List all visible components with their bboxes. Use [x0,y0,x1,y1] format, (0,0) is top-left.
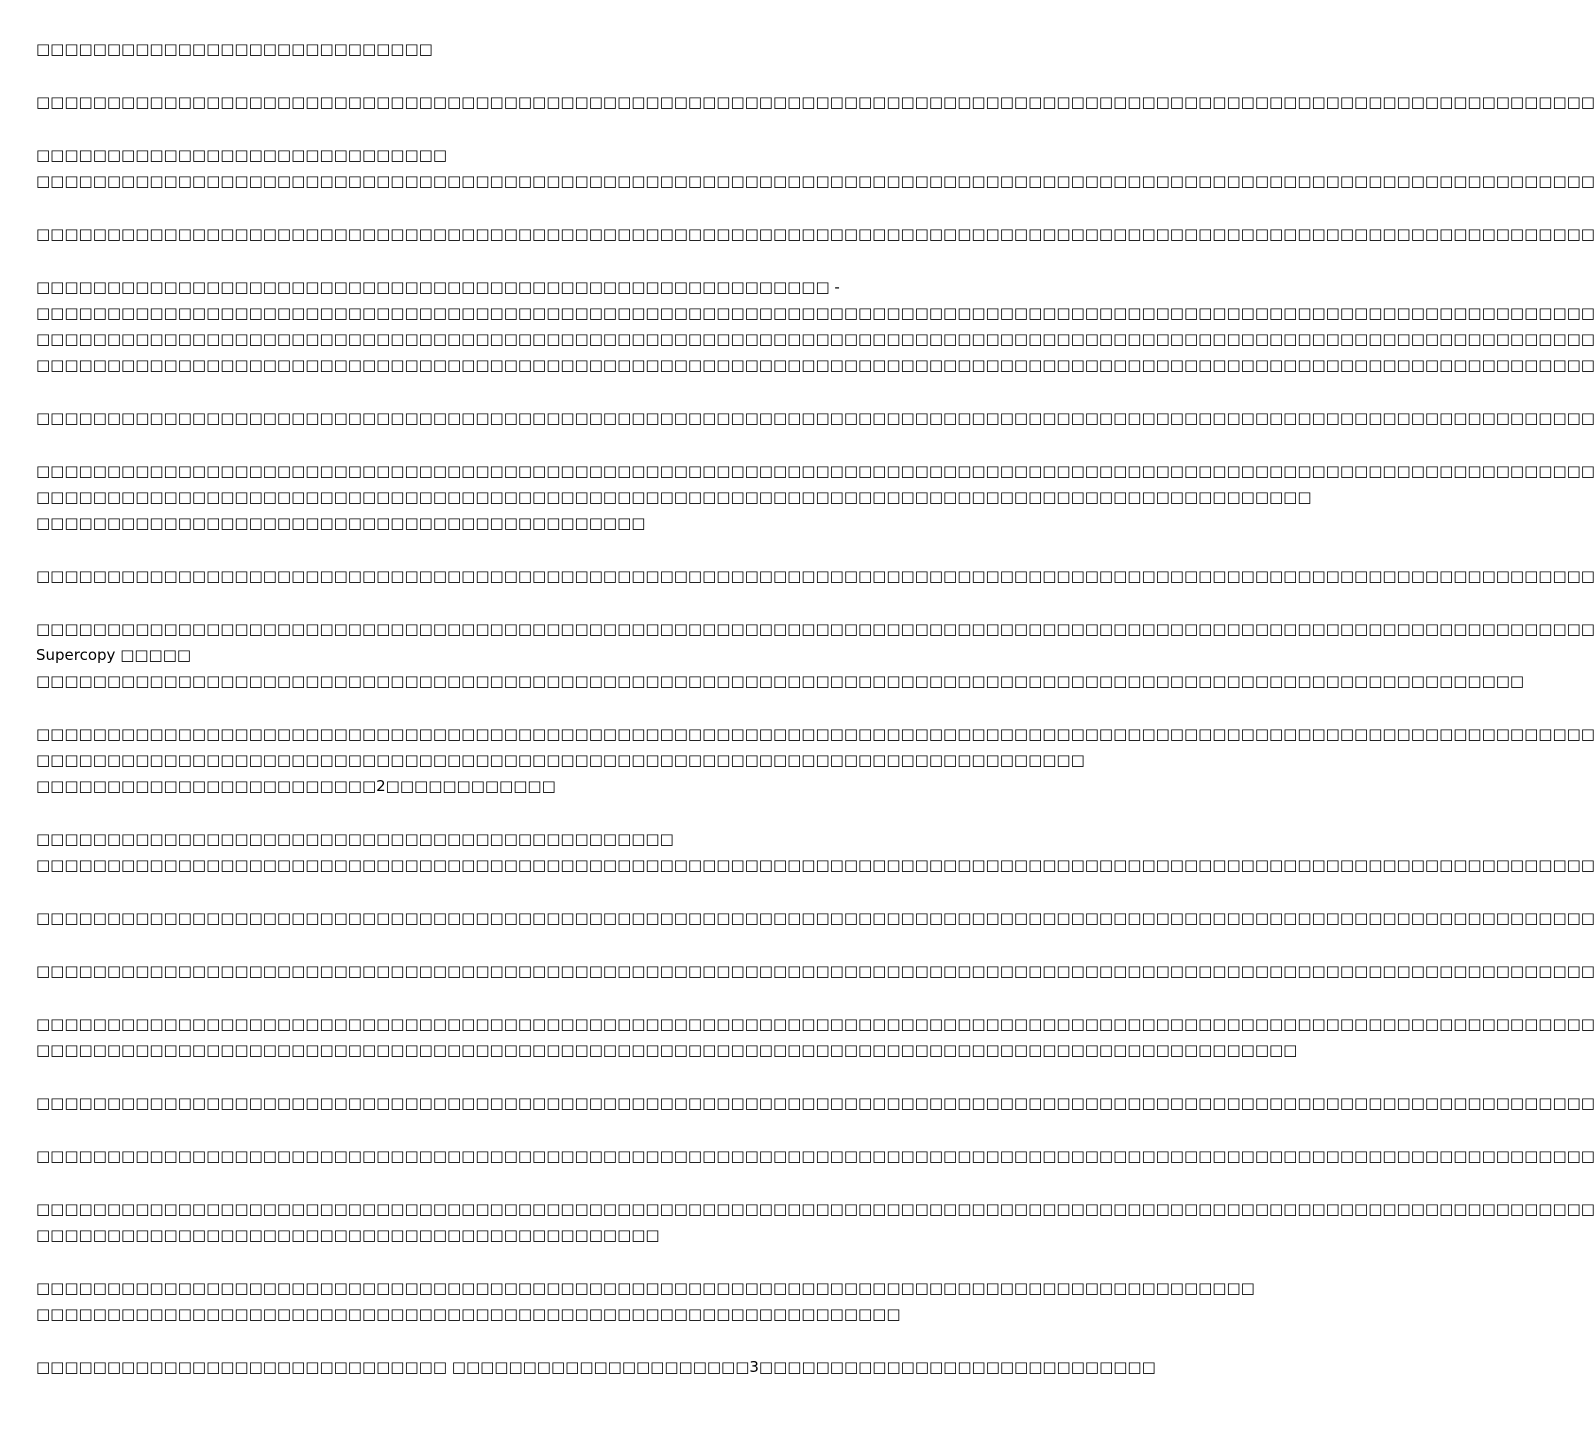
paragraph [36,274,1595,378]
paragraph [36,1143,1595,1169]
text-line: □□□□□□□□□□□□□□□□□□□□□□□□□□□□□□□□□□□□□□□□□□□□□□□□□□□□□□□□□□□□□□□□□□□□□□□□□□□□□□□□□□□□□□□□□□□□□□□□□□□□□□□□□□□□□□ [36,409,1595,427]
text-line: □□□□□□□□□□□□□□□□□□□□□□□□□□□□□□□□□□□□□□□□□□□□ [36,1226,660,1244]
text-line: □□□□□□□□□□□□□□□□□□□□□□□□□□□□□□□□□□□□□□□□□□□□□□□□□□□□□□□□□□□□□□□□□□□□□□□□□□□□□□□□□□□□□□□□□□□□□□□□□□□□□□□□□□□□□□ [36,1015,1595,1033]
document-body [36,36,1595,1407]
text-line: □□□□□□□□□□□□□□□□□□□□□□□□□□□□□□□□□□□□□□□□□□□□□ [36,830,674,848]
text-line: □□□□□□□□□□□□□□□□□□□□□□□□□□□□□□□□□□□□□□□□□□□□□□□□□□□□□□□□□□□□□□□□□□□□□□□□□□□□□□□□□□□□□□ [36,1279,1255,1297]
paragraph [36,1275,1255,1327]
paragraph [36,142,1595,194]
text-line: □□□□□□□□□□□□□□□□□□□□□□□□□□□□□□□□□□□□□□□□□□□□□□□□□□□□□□□□□□□□□□□□□□□□□□□□□□□□□□□□□□□□□□□□□□□□□□□□□□□□□□□□□□□□□□ [36,462,1595,480]
paragraph [36,826,1595,878]
paragraph [36,958,1595,984]
text-line: □□□□□□□□□□□□□□□□□□□□□□□□□□□□□□□□□□□□□□□□□□□□□□□□□□□□□□□□□□□□□□□□□□□□□□□□□□ [36,751,1085,769]
paragraph [36,1011,1595,1063]
paragraph [36,458,1595,536]
paragraph [36,1354,1156,1380]
paragraph [36,905,1595,931]
text-line: □□□□□□□□□□□□□□□□□□□□□□□□□□□□□□□□□□□□□□□□□□□□□□□□□□□□□□□□□□□□□□□□□□□□□□□□□□□□□□□□□□□□□□□□□□□□□□□□□□□□□□□□□□□□□□ [36,93,1595,111]
paragraph [36,221,1595,247]
text-line: □□□□□□□□□□□□□□□□□□□□□□□□□□□□□□□□□□□□□□□□□□□□□□□□□□□□□□□□□□□□□□□□□□□□□□□□□□□□□□□□□□□□□□□□□□□□□□□□□□□□□□□□□□□□□□ [36,567,1595,585]
text-line: □□□□□□□□□□□□□□□□□□□□□□□□□□□□□□□□□□□□□□□□□□□ [36,514,646,532]
text-line: □□□□□□□□□□□□□□□□□□□□□□□□□□□□□□□□□□□□□□□□□□□□□□□□□□□□□□□□□□□□□□□□□□□□□□□□□□□□□□□□□□□□□□□□□□□□□□□□□□□□□□□□□□□□□□ [36,620,1595,638]
text-line: □□□□□□□□□□□□□□□□□□□□□□□□□□□□□□□□□□□□□□□□□□□□□□□□□□□□□□□□□□□□□□□□□□□□□□□□□□□□□□□□□□□□□□□□□□□□□□□□□□□□□□□□□□□□□□ [36,356,1595,374]
paragraph [36,721,1595,799]
text-line: □□□□□□□□□□□□□□□□□□□□□□□□□□□□ [36,40,433,58]
text-line: □□□□□□□□□□□□□□□□□□□□□□□□□□□□□□□□□□□□□□□□□□□□□□□□□□□□□□□□□□□□□□□□□□□□□□□□□□□□□□□□□□□□□□□□□ [36,1041,1298,1059]
text-line: □□□□□□□□□□□□□□□□□□□□□□□□□□□□□□□□□□□□□□□□□□□□□□□□□□□□□□□□□□□□□□□□□□□□□□□□□□□□□□□□□□□□□□□□□□□□□□□□□□□□□□□□□□□□□□ [36,725,1595,743]
text-line: □□□□□□□□□□□□□□□□□□□□□□□□2□□□□□□□□□□□□ [36,777,556,795]
text-line: □□□□□□□□□□□□□□□□□□□□□□□□□□□□□□□□□□□□□□□□□□□□□□□□□□□□□□□□□□□□□□□□□□□□□□□□□□□□□□□□□□□□□□□□□□□□□□□□□□□□□□□□□□□□□□ [36,1147,1595,1165]
text-line: □□□□□□□□□□□□□□□□□□□□□□□□□□□□□□□□□□□□□□□□□□□□□□□□□□□□□□□□□□□□□ [36,1305,901,1323]
text-line: □□□□□□□□□□□□□□□□□□□□□□□□□□□□□□□□□□□□□□□□□□□□□□□□□□□□□□□□□□□□□□□□□□□□□□□□□□□□□□□□□□□□□□□□□□□□□□□□□□□□□□□□□□□□□□ [36,304,1595,322]
text-line: □□□□□□□□□□□□□□□□□□□□□□□□□□□□□□□□□□□□□□□□□□□□□□□□□□□□□□□□□□□□□□□□□□□□□□□□□□□□□□□□□□□□□□□□□□□□□□□□□□□□□□□□□□□□□□ [36,856,1595,874]
text-line: □□□□□□□□□□□□□□□□□□□□□□□□□□□□□□□□□□□□□□□□□□□□□□□□□□□□□□□□ - [36,278,840,296]
text-line: □□□□□□□□□□□□□□□□□□□□□□□□□□□□□□□□□□□□□□□□□□□□□□□□□□□□□□□□□□□□□□□□□□□□□□□□□□□□□□□□□□□□□□□□□□□□□□□□□□□□□□□□□□□□□□ [36,172,1595,190]
text-line: □□□□□□□□□□□□□□□□□□□□□□□□□□□□□□□□□□□□□□□□□□□□□□□□□□□□□□□□□□□□□□□□□□□□□□□□□□□□□□□□□□□□□□□□□□□□□□□□□□□□□□□□□□□□□□ [36,1200,1595,1218]
text-line: □□□□□□□□□□□□□□□□□□□□□□□□□□□□□ □□□□□□□□□□□□□□□□□□□□□3□□□□□□□□□□□□□□□□□□□□□□□□□□□□ [36,1358,1156,1376]
paragraph [36,89,1595,115]
text-line: □□□□□□□□□□□□□□□□□□□□□□□□□□□□□□□□□□□□□□□□□□□□□□□□□□□□□□□□□□□□□□□□□□□□□□□□□□□□□□□□□□□□□□□□□□□□□□□□□□□□□□□□□□□□□□ [36,1094,1595,1112]
paragraph [36,405,1595,431]
text-line: Supercopy □□□□□ [36,646,192,664]
paragraph [36,563,1595,589]
text-line: □□□□□□□□□□□□□□□□□□□□□□□□□□□□□□□□□□□□□□□□□□□□□□□□□□□□□□□□□□□□□□□□□□□□□□□□□□□□□□□□□□□□□□□□□□□□□□□□□□□□□□□□□□□□□□ [36,225,1595,243]
text-line: □□□□□□□□□□□□□□□□□□□□□□□□□□□□□□□□□□□□□□□□□□□□□□□□□□□□□□□□□□□□□□□□□□□□□□□□□□□□□□□□□□□□□□□□□□□□□□□□□□□□□□□□□ [36,672,1525,690]
paragraph [36,36,990,62]
text-line: □□□□□□□□□□□□□□□□□□□□□□□□□□□□□□□□□□□□□□□□□□□□□□□□□□□□□□□□□□□□□□□□□□□□□□□□□□□□□□□□□□□□□□□□□□□□□□□□□□□□□□□□□□□□□□ [36,330,1595,348]
text-line: □□□□□□□□□□□□□□□□□□□□□□□□□□□□□□□□□□□□□□□□□□□□□□□□□□□□□□□□□□□□□□□□□□□□□□□□□□□□□□□□□□□□□□□□□□□□□□□□□□□□□□□□□□□□□□ [36,962,1595,980]
paragraph [36,1196,1595,1248]
text-line: □□□□□□□□□□□□□□□□□□□□□□□□□□□□□□□□□□□□□□□□□□□□□□□□□□□□□□□□□□□□□□□□□□□□□□□□□□□□□□□□□□□□□□□□□□ [36,488,1312,506]
paragraph [36,1090,1595,1116]
text-line: □□□□□□□□□□□□□□□□□□□□□□□□□□□□□□□□□□□□□□□□□□□□□□□□□□□□□□□□□□□□□□□□□□□□□□□□□□□□□□□□□□□□□□□□□□□□□□□□□□□□□□□□□□□□□□ [36,909,1595,927]
paragraph [36,616,1595,694]
text-line: □□□□□□□□□□□□□□□□□□□□□□□□□□□□□ [36,146,447,164]
